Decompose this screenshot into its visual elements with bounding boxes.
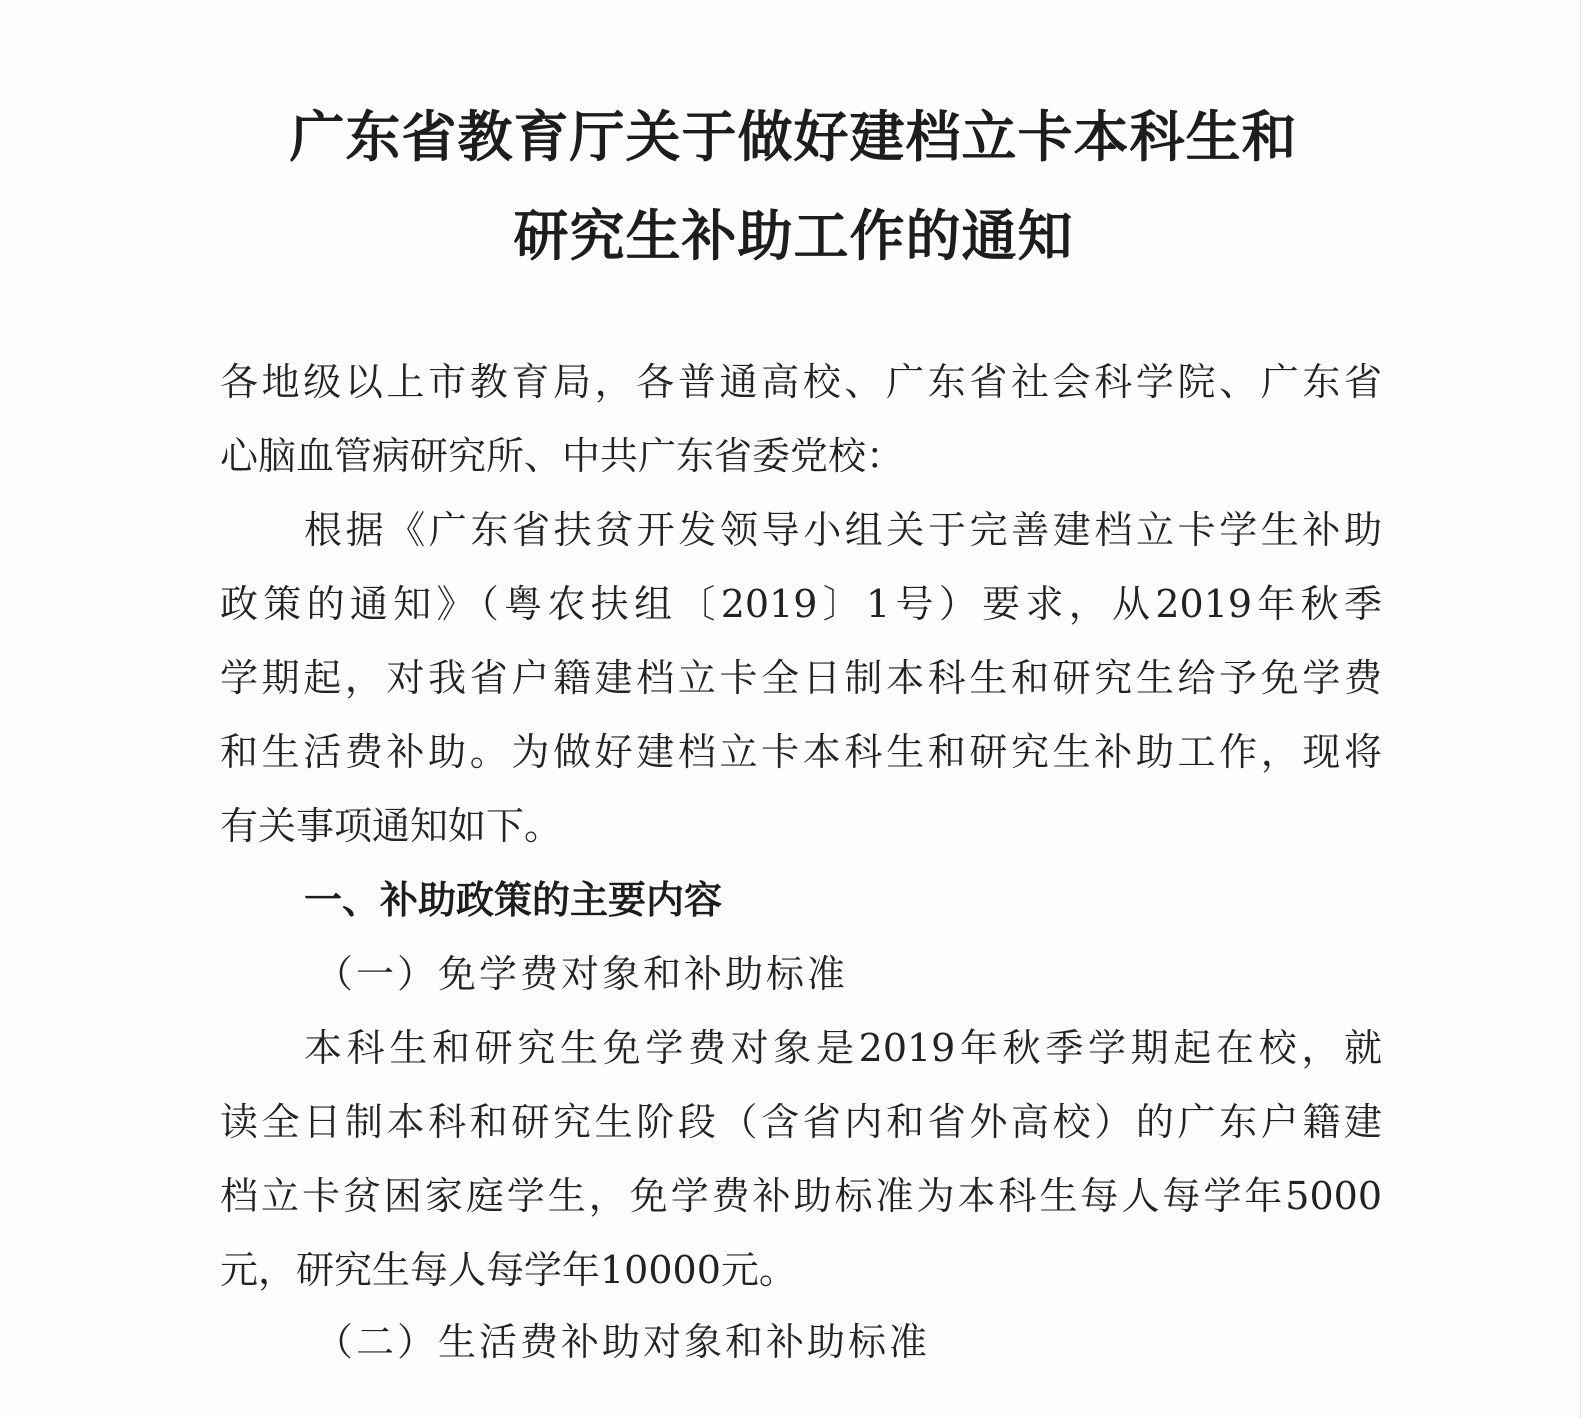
recipients-line: 各地级以上市教育局，各普通高校、广东省社会科学院、广东省 — [220, 360, 1382, 404]
intro-line: 根据《广东省扶贫开发领导小组关于完善建档立卡学生补助 — [304, 508, 1382, 552]
section-heading: 一、补助政策的主要内容 — [304, 878, 723, 922]
subsection-line: 本科生和研究生免学费对象是2019年秋季学期起在校，就 — [304, 1026, 1382, 1070]
intro-line: 和生活费补助。为做好建档立卡本科生和研究生补助工作，现将 — [220, 730, 1382, 774]
recipients-line: 心脑血管病研究所、中共广东省委党校： — [220, 434, 905, 478]
subsection-heading: （二）生活费补助对象和补助标准 — [315, 1320, 931, 1364]
intro-line: 政策的通知》（粤农扶组〔2019〕1号）要求，从2019年秋季 — [220, 582, 1382, 626]
document-title-line-1: 广东省教育厅关于做好建档立卡本科生和 — [289, 105, 1298, 169]
intro-line: 有关事项通知如下。 — [220, 804, 563, 848]
document-title-line-2: 研究生补助工作的通知 — [513, 204, 1074, 268]
subsection-heading: （一）免学费对象和补助标准 — [315, 952, 849, 996]
subsection-line: 元，研究生每人每学年10000元。 — [220, 1248, 797, 1292]
intro-line: 学期起，对我省户籍建档立卡全日制本科生和研究生给予免学费 — [220, 656, 1382, 700]
subsection-line: 读全日制本科和研究生阶段（含省内和省外高校）的广东户籍建 — [220, 1100, 1382, 1144]
subsection-line: 档立卡贫困家庭学生，免学费补助标准为本科生每人每学年5000 — [220, 1174, 1382, 1218]
